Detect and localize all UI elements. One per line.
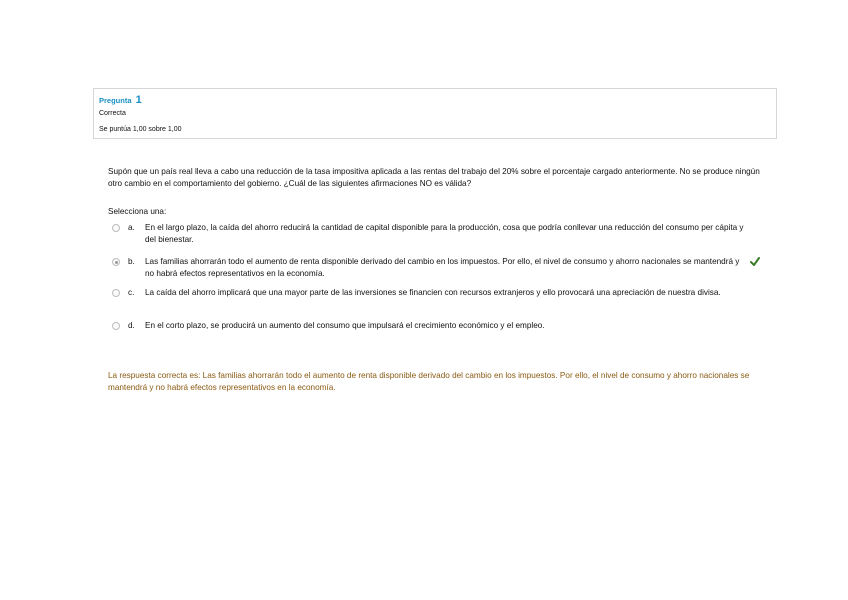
option-c-text: La caída del ahorro implicará que una mayor parte de las inversiones se financien con recursos extranjeros y ello provocará una apreciación de nuestra divisa. — [145, 288, 721, 297]
question-grade: Se puntúa 1,00 sobre 1,00 — [99, 126, 182, 133]
option-b-radio[interactable] — [112, 258, 120, 266]
correct-answer-feedback: La respuesta correcta es: Las familias ahorrarán todo el aumento de renta disponible derivado del cambio en los impuestos. Por ello, el nivel de consumo y ahorro nacionales se mantendrá y no habrá efectos representativos en la economía. — [108, 371, 750, 392]
option-d-letter: d. — [128, 321, 135, 330]
option-d-radio[interactable] — [112, 322, 120, 330]
check-icon — [750, 257, 760, 266]
option-b-letter: b. — [128, 257, 135, 266]
question-number: 1 — [135, 94, 142, 106]
option-a-text: En el largo plazo, la caída del ahorro reducirá la cantidad de capital disponible para la producción, cosa que podría conllevar una reducción del consumo per cápita y del bienestar. — [145, 223, 744, 244]
option-a-radio[interactable] — [112, 224, 120, 232]
option-b-text: Las familias ahorrarán todo el aumento de renta disponible derivado del cambio en los impuestos. Por ello, el nivel de consumo y ahorro nacionales se mantendrá y no habrá efectos representativos en la economía. — [145, 257, 740, 278]
option-b[interactable] — [112, 256, 766, 280]
answer-prompt: Selecciona una: — [108, 207, 167, 216]
option-a-letter: a. — [128, 223, 135, 232]
option-c[interactable] — [112, 287, 766, 299]
option-a[interactable] — [112, 222, 766, 246]
option-c-radio[interactable] — [112, 289, 120, 297]
question-text: Supón que un país real lleva a cabo una reducción de la tasa impositiva aplicada a las rentas del trabajo del 20% sobre el porcentaje cargado anteriormente. No se produce ningún otro cambio en el comportamiento del gobierno. ¿Cuál de las siguientes afirmaciones NO es válida? — [108, 167, 760, 188]
question-label: Pregunta 1 — [99, 94, 142, 106]
question-state: Correcta — [99, 110, 126, 117]
question-info-box — [93, 88, 777, 139]
option-c-letter: c. — [128, 288, 135, 297]
option-d-text: En el corto plazo, se producirá un aumento del consumo que impulsará el crecimiento económico y el empleo. — [145, 321, 545, 330]
option-d[interactable] — [112, 320, 766, 332]
